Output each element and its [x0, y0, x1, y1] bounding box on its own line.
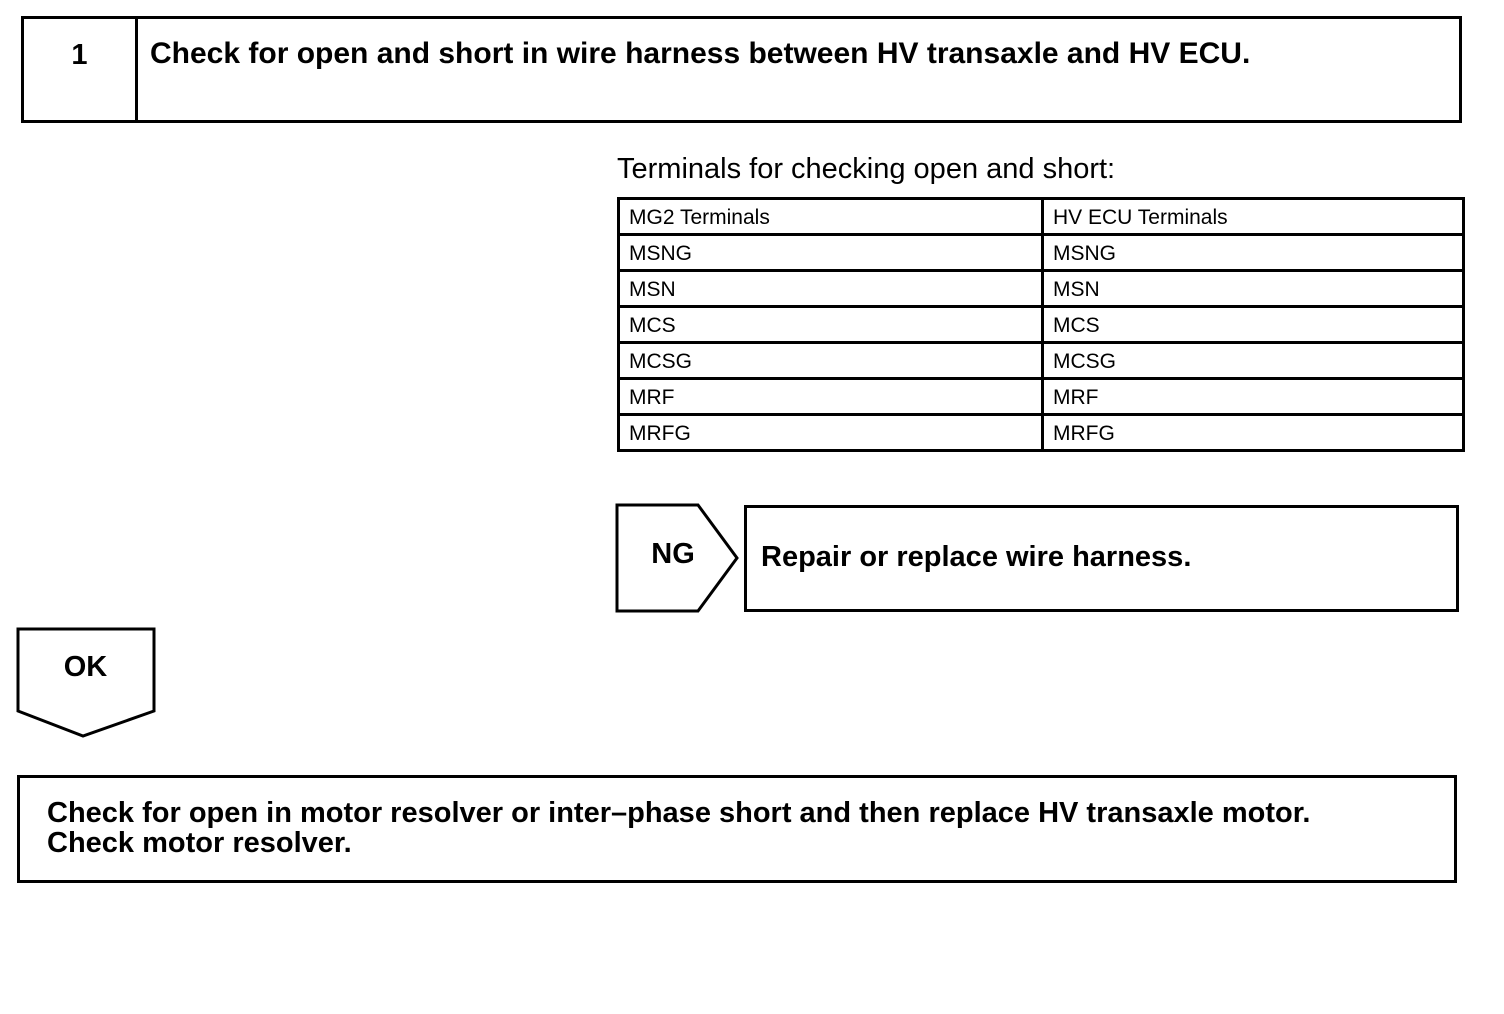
ng-action-box — [744, 505, 1459, 612]
header-mg2-terminals: MG2 Terminals — [619, 199, 1043, 235]
next-step-box — [17, 775, 1457, 883]
hv-ecu-terminal-cell: MSNG — [1043, 235, 1464, 271]
hv-ecu-terminal-cell: MCSG — [1043, 343, 1464, 379]
step-title: Check for open and short in wire harness between HV transaxle and HV ECU. — [150, 37, 1251, 70]
hv-ecu-terminal-cell: MSN — [1043, 271, 1464, 307]
next-step-line-2: Check motor resolver. — [47, 827, 352, 859]
table-row — [619, 271, 1464, 307]
next-step-line-1: Check for open in motor resolver or inter–phase short and then replace HV transaxle motor. — [47, 797, 1311, 829]
header-hv-ecu-terminals: HV ECU Terminals — [1043, 199, 1464, 235]
mg2-terminal-cell: MRF — [619, 379, 1043, 415]
table-row — [619, 415, 1464, 451]
table-row — [619, 343, 1464, 379]
terminals-caption: Terminals for checking open and short: — [617, 153, 1116, 185]
table-row — [619, 379, 1464, 415]
terminals-table — [617, 197, 1465, 452]
mg2-terminal-cell: MSNG — [619, 235, 1043, 271]
mg2-terminal-cell: MRFG — [619, 415, 1043, 451]
step-header-box — [21, 16, 1462, 123]
ng-label: NG — [651, 538, 695, 570]
ng-action-text: Repair or replace wire harness. — [761, 541, 1192, 573]
mg2-terminal-cell: MSN — [619, 271, 1043, 307]
mg2-terminal-cell: MCS — [619, 307, 1043, 343]
step-number: 1 — [24, 19, 138, 120]
mg2-terminal-cell: MCSG — [619, 343, 1043, 379]
hv-ecu-terminal-cell: MRFG — [1043, 415, 1464, 451]
hv-ecu-terminal-cell: MRF — [1043, 379, 1464, 415]
table-header-row — [619, 199, 1464, 235]
table-row — [619, 307, 1464, 343]
hv-ecu-terminal-cell: MCS — [1043, 307, 1464, 343]
ok-label: OK — [63, 651, 108, 683]
table-row — [619, 235, 1464, 271]
